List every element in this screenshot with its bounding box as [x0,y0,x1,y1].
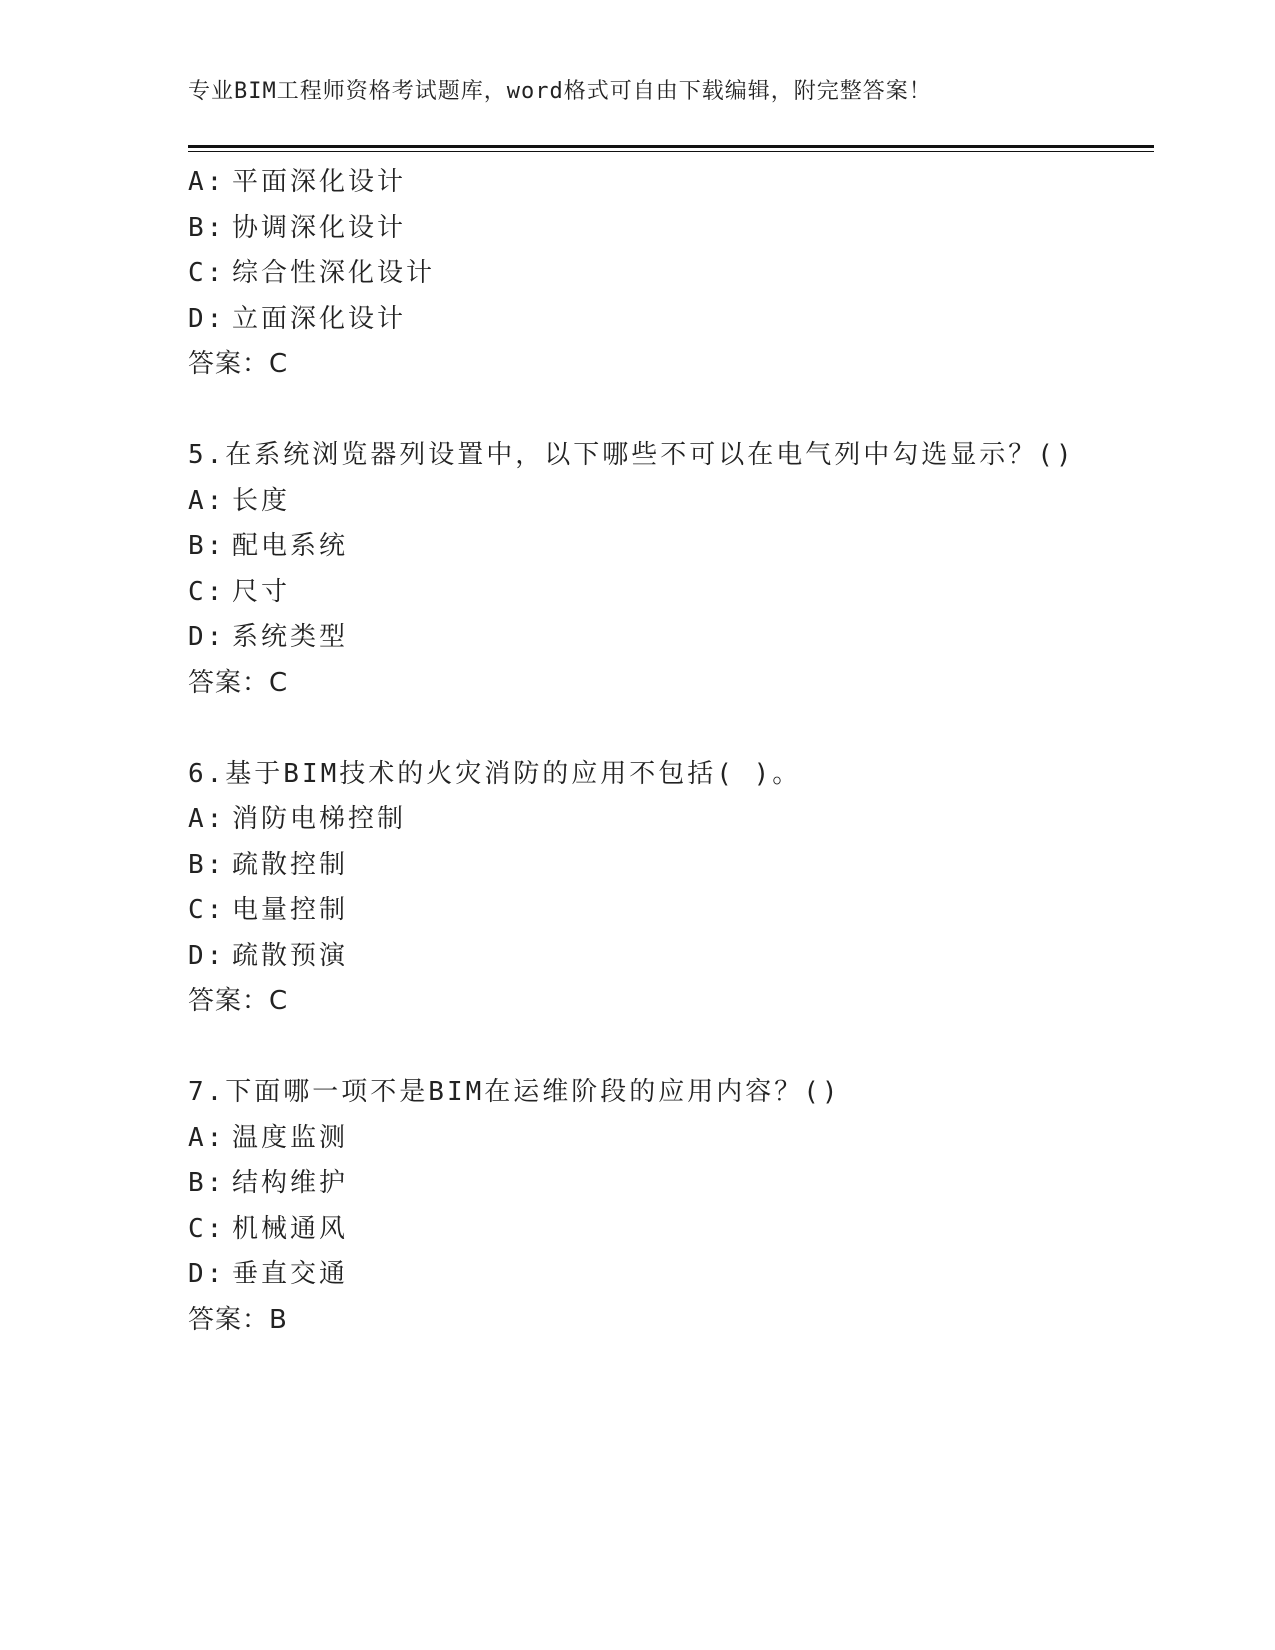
option-letter: D: [188,940,226,971]
option-letter: C: [188,895,226,925]
option-a [188,797,1154,843]
spacer [188,388,1154,434]
option-a [188,160,1154,206]
answer-line: 答案：C [188,349,289,379]
option-a [188,479,1154,525]
option-letter: D: [188,303,226,334]
option-d [188,615,1154,661]
option-letter: B: [188,212,226,243]
question-text: 7.下面哪一项不是BIM在运维阶段的应用内容？() [188,1077,841,1107]
option-text: 消防电梯控制 [232,804,407,834]
question-block-6 [188,752,1154,1025]
option-text: 尺寸 [232,576,291,607]
option-letter: D: [188,622,226,652]
option-text: 温度监测 [232,1122,349,1153]
option-b [188,524,1154,570]
option-text: 协调深化设计 [232,212,407,243]
spacer [188,706,1154,752]
option-b [188,206,1154,252]
question-block-5 [188,433,1154,706]
page-header: 专业BIM工程师资格考试题库，word格式可自由下载编辑，附完整答案！ [188,79,932,104]
option-text: 机械通风 [232,1213,349,1244]
option-c [188,1207,1154,1253]
question-text: 5.在系统浏览器列设置中，以下哪些不可以在电气列中勾选显示？() [188,440,1075,470]
option-d [188,1252,1154,1298]
option-d [188,934,1154,980]
option-letter: C: [188,1213,226,1244]
option-text: 结构维护 [232,1168,349,1198]
option-a [188,1116,1154,1162]
header-rule-thin [188,151,1154,152]
option-c [188,888,1154,934]
option-letter: C: [188,576,226,607]
option-text: 配电系统 [232,531,349,561]
option-c [188,251,1154,297]
option-letter: B: [188,531,226,561]
option-text: 立面深化设计 [232,303,407,334]
option-b [188,843,1154,889]
question-block-7 [188,1070,1154,1343]
question-list [188,160,1154,1343]
option-letter: A: [188,1122,226,1153]
answer-line: 答案：C [188,667,289,698]
option-text: 长度 [232,485,291,516]
option-letter: D: [188,1259,226,1289]
option-text: 平面深化设计 [232,167,407,197]
option-text: 电量控制 [232,895,349,925]
option-letter: B: [188,1168,226,1198]
option-letter: A: [188,804,226,834]
option-letter: A: [188,167,226,197]
option-letter: C: [188,258,226,288]
option-b [188,1161,1154,1207]
option-text: 系统类型 [232,622,349,652]
option-c [188,570,1154,616]
option-letter: A: [188,485,226,516]
option-text: 综合性深化设计 [232,258,436,288]
answer-line: 答案：C [188,986,289,1016]
question-block-prev [188,160,1154,388]
option-text: 疏散预演 [232,940,349,971]
answer-line: 答案：B [188,1304,288,1335]
option-d [188,297,1154,343]
header-rule-thick [188,145,1154,148]
option-text: 疏散控制 [232,849,349,880]
option-text: 垂直交通 [232,1259,349,1289]
spacer [188,1025,1154,1071]
option-letter: B: [188,849,226,880]
question-text: 6.基于BIM技术的火灾消防的应用不包括( )。 [188,758,802,789]
